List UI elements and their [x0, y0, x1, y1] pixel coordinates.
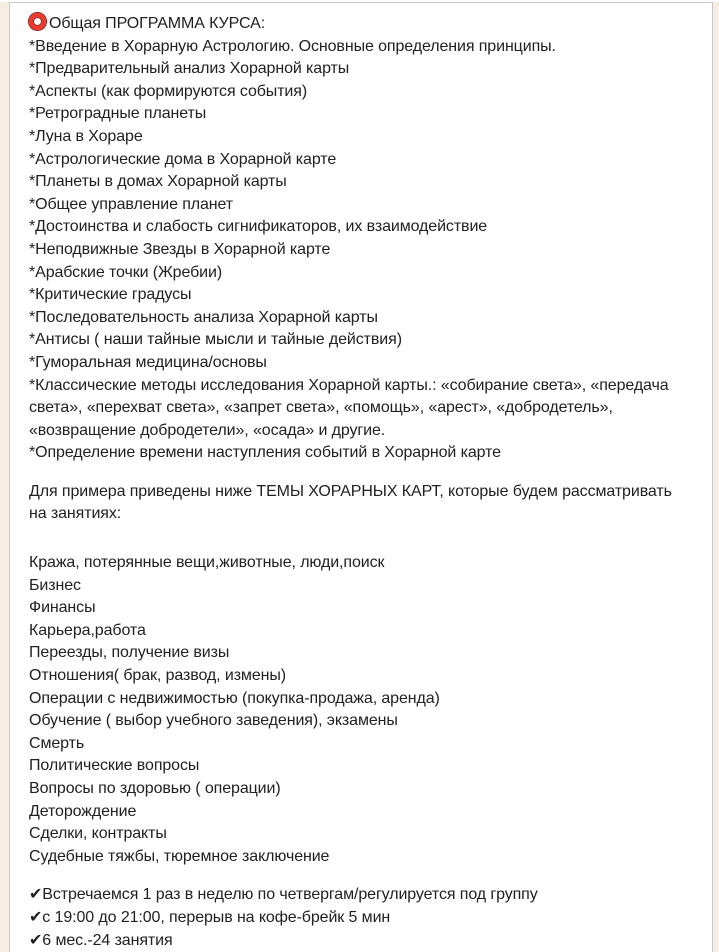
text-line: *Неподвижные Звезды в Хорарной карте: [29, 240, 331, 258]
text-line: на занятиях:: [29, 505, 122, 523]
text-line: света», «перехват света», «запрет света», «помощь», «арест», «добродетель»,: [29, 399, 613, 417]
text-line: Обучение ( выбор учебного заведения), экзамены: [29, 712, 398, 730]
text-line: Политические вопросы: [29, 757, 200, 775]
paragraph-horary-topics: [29, 552, 712, 868]
text-line: Деторождение: [29, 802, 137, 820]
text-line: Судебные тяжбы, тюремное заключение: [29, 847, 330, 865]
text-line: *Достоинства и слабость сигнификаторов, их взаимодействие: [29, 218, 488, 236]
text-line: Сделки, контракты: [29, 825, 167, 843]
message-panel: [9, 2, 713, 952]
text-line: *Гуморальная медицина/основы: [29, 353, 267, 371]
text-line: Вопросы по здоровью ( операции): [29, 780, 281, 797]
paragraph-course-program: [29, 13, 712, 465]
text-line: *Общее управление планет: [29, 195, 234, 213]
text-line: *Ретроградные планеты: [29, 105, 207, 123]
text-line: ✔6 мес.-24 занятия: [29, 931, 173, 949]
text-line: Для примера приведены ниже ТЕМЫ ХОРАРНЫХ КАРТ, которые будем рассматривать: [29, 482, 672, 500]
text-line: *Введение в Хорарную Астрологию. Основные определения принципы.: [29, 37, 556, 55]
red-circle-icon: [29, 13, 46, 30]
text-line: *Антисы ( наши тайные мысли и тайные действия): [29, 331, 402, 349]
text-line: Смерть: [29, 734, 85, 752]
paragraph-schedule: [29, 884, 712, 952]
text-line: *Астрологические дома в Хорарной карте: [29, 150, 337, 168]
heading-text: Общая ПРОГРАММА КУРСА:: [49, 15, 266, 32]
paragraph-examples-intro: [29, 481, 712, 526]
text-line: Переезды, получение визы: [29, 644, 230, 662]
text-line: *Критические градусы: [29, 286, 192, 304]
text-line: Финансы: [29, 599, 96, 617]
text-line: *Арабские точки (Жребии): [29, 263, 223, 281]
text-line: Кража, потерянные вещи,животные, люди,поиск: [29, 554, 385, 572]
text-line: ✔Встречаемся 1 раз в неделю по четвергам/регулируется под группу: [29, 886, 538, 904]
text-line: *Классические методы исследования Хорарной карты.: «собирание света», «передача: [29, 376, 669, 394]
text-line: *Планеты в домах Хорарной карты: [29, 173, 287, 191]
text-line: *Последовательность анализа Хорарной карты: [29, 308, 378, 326]
text-line: *Предварительный анализ Хорарной карты: [29, 60, 350, 78]
text-line: «возвращение добродетели», «осада» и другие.: [29, 421, 386, 439]
text-line: *Луна в Хораре: [29, 127, 143, 145]
text-line: Отношения( брак, развод, измены): [29, 667, 286, 685]
text-line: Операции с недвижимостью (покупка-продажа, аренда): [29, 689, 440, 707]
text-line: *Аспекты (как формируются события): [29, 82, 308, 100]
text-line: [29, 13, 712, 36]
text-line: Бизнес: [29, 576, 81, 594]
text-line: Карьера,работа: [29, 621, 146, 639]
text-line: *Определение времени наступления событий в Хорарной карте: [29, 444, 501, 462]
text-line: ✔с 19:00 до 21:00, перерыв на кофе-брейк 5 мин: [29, 908, 391, 926]
document-text: [10, 3, 712, 952]
